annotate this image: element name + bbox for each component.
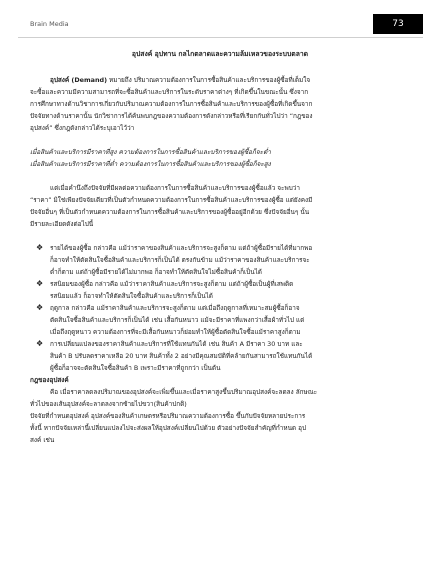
section-line: สงค์ เช่น bbox=[30, 436, 55, 444]
list-item-line: ผู้ซื้อก็อาจจะตัดสินใจซื้อสินค้า B เพราะมีราคาที่ถูกกว่า เป็นต้น bbox=[50, 364, 221, 372]
factors-intro-line: ปัจจัยอื่นๆ ที่เป็นตัวกำหนดความต้องการในการซื้อสินค้าและบริการของผู้ซื้ออยู่อีกด้วย ซึ่งปัจจัยอื่นๆ นั้น bbox=[30, 208, 310, 216]
factors-intro-line: แต่เมื่อคำนึงถึงปัจจัยที่มีผลต่อความต้องการในการซื้อสินค้าและบริการของผู้ซื้อแล้ว จะพบว่า bbox=[50, 184, 300, 192]
factors-intro-line: มีรายละเอียดดังต่อไปนี้ bbox=[30, 220, 94, 228]
diamond-bullet-icon: ❖ bbox=[36, 243, 44, 252]
list-item bbox=[30, 302, 410, 338]
law-of-demand-line: เมื่อสินค้าและบริการมีราคาที่ต่ำ ความต้องการในการซื้อสินค้าและบริการของผู้ซื้อก็จะสูง bbox=[30, 160, 271, 168]
list-item bbox=[30, 242, 410, 278]
list-item-line: ตัดสินใจซื้อสินค้าและบริการก็เป็นได้ เช่น เสื้อกันหนาว แม้จะมีราคาที่แพงกว่าเสื้อผ้าทั่วไป แต่ bbox=[50, 316, 305, 324]
publisher-name: Brain Media bbox=[30, 20, 69, 28]
list-item-line: ฤดูกาล กล่าวคือ แม้ราคาสินค้าและบริการจะสูงก็ตาม แต่เมื่อถึงฤดูกาลที่เหมาะสมผู้ซื้อก็อาจ bbox=[50, 304, 300, 312]
list-item-line: รสนิยมแล้ว ก็อาจทำให้ตัดสินใจซื้อสินค้าและบริการก็เป็นได้ bbox=[50, 292, 213, 300]
list-item-line: รายได้ของผู้ซื้อ กล่าวคือ แม้ว่าราคาของสินค้าและบริการจะสูงก็ตาม แต่ถ้าผู้ซื้อมีรายได้ที่มากพอ bbox=[50, 244, 313, 252]
intro-paragraph bbox=[30, 74, 410, 86]
law-of-demand-line: เมื่อสินค้าและบริการมีราคาที่สูง ความต้องการในการซื้อสินค้าและบริการของผู้ซื้อก็จะต่ำ bbox=[30, 148, 271, 156]
list-item-line: รสนิยมของผู้ซื้อ กล่าวคือ แม้ว่าราคาสินค้าและบริการจะสูงก็ตาม แต่ถ้าผู้ซื้อเป็นผู้ที่เสพติด bbox=[50, 280, 294, 288]
diamond-bullet-icon: ❖ bbox=[36, 279, 44, 288]
list-item bbox=[30, 278, 410, 302]
list-item-line: ก็อาจทำให้ตัดสินใจซื้อสินค้าและบริการก็เป็นได้ ตรงกันข้าม แม้ว่าราคาของสินค้าและบริการจะ bbox=[50, 256, 310, 264]
page-number: 73 bbox=[373, 14, 423, 34]
list-item bbox=[30, 338, 410, 374]
intro-line: ปัจจัยทางด้านราคานั้น นักวิชาการได้ค้นพบกฎของความต้องการดังกล่าวหรือที่เรียกกันทั่วไปว่า “กฎของ bbox=[30, 112, 313, 120]
factors-intro-line: “ราคา” มิใช่เพียงปัจจัยเดียวที่เป็นตัวกำหนดความต้องการในการซื้อสินค้าและบริการของผู้ซื้อ แต่ยังคงมี bbox=[30, 196, 313, 204]
factor-list bbox=[30, 242, 410, 374]
demand-term: อุปสงค์ (Demand) bbox=[50, 76, 107, 84]
diamond-bullet-icon: ❖ bbox=[36, 303, 44, 312]
section-line: ปัจจัยที่กำหนดอุปสงค์ อุปสงค์ของสินค้าเกษตรหรือปริมาณความต้องการซื้อ ขึ้นกับปัจจัยหลายประการ bbox=[30, 412, 306, 420]
header-divider bbox=[18, 37, 423, 38]
list-item-line: เมื่อถึงฤดูหนาว ความต้องการที่จะมีเสื้อกันหนาวก็ย่อมทำให้ผู้ซื้อตัดสินใจซื้อแม้ราคาสูงก็ตาม bbox=[50, 328, 301, 336]
page-title: อุปสงค์ อุปทาน กลไกตลาดและความล้มเหลวของระบบตลาด bbox=[131, 50, 309, 58]
intro-line: จะซื้อและความมีความสามารถที่จะซื้อสินค้าและบริการในระดับราคาต่างๆ ที่เกิดขึ้นในขณะนั้น ซึ่งจาก bbox=[30, 88, 309, 96]
intro-line: อุปสงค์” ซึ่งกฎดังกล่าวได้ระบุเอาไว้ว่า bbox=[30, 124, 135, 132]
list-item-line: สินค้า B ปรับลดราคาเหลือ 20 บาท สินค้าทั้ง 2 อย่างมีคุณสมบัติที่คล้ายกันสามารถใช้แทนกันได้ bbox=[50, 352, 313, 360]
section-line: คือ เมื่อราคาลดลงปริมาณของอุปสงค์จะเพิ่มขึ้นและเมื่อราคาสูงขึ้นปริมาณอุปสงค์จะลดลง ลักษณะ bbox=[50, 388, 318, 396]
section-line: ทั่วไปของเส้นอุปสงค์จะลาดลงจากซ้ายไปขวา(สินค้าปกติ) bbox=[30, 400, 187, 408]
page-body bbox=[30, 48, 410, 446]
section-heading: กฎของอุปสงค์ bbox=[30, 376, 69, 384]
section-line: ทั้งนี้ หากปัจจัยเหล่านี้เปลี่ยนแปลงไปจะส่งผลให้อุปสงค์เปลี่ยนไปด้วย ตัวอย่างปัจจัยสำคัญที่กำหนด อุป bbox=[30, 424, 307, 432]
intro-line: การศึกษาทางด้านวิชาการเกี่ยวกับปริมาณความต้องการในการซื้อสินค้าและบริการของผู้ซื้อที่เกิดขึ้นจาก bbox=[30, 100, 313, 108]
list-item-line: ต่ำก็ตาม แต่ถ้าผู้ซื้อมีรายได้ไม่มากพอ ก็อาจทำให้ตัดสินใจไม่ซื้อสินค้าก็เป็นได้ bbox=[50, 268, 262, 276]
diamond-bullet-icon: ❖ bbox=[36, 339, 44, 348]
intro-line: หมายถึง ปริมาณความต้องการในการซื้อสินค้าและบริการของผู้ซื้อที่เต็มใจ bbox=[107, 76, 311, 84]
list-item-line: การเปลี่ยนแปลงของราคาสินค้าและบริการที่ใช้แทนกันได้ เช่น สินค้า A มีราคา 30 บาท และ bbox=[50, 340, 303, 348]
